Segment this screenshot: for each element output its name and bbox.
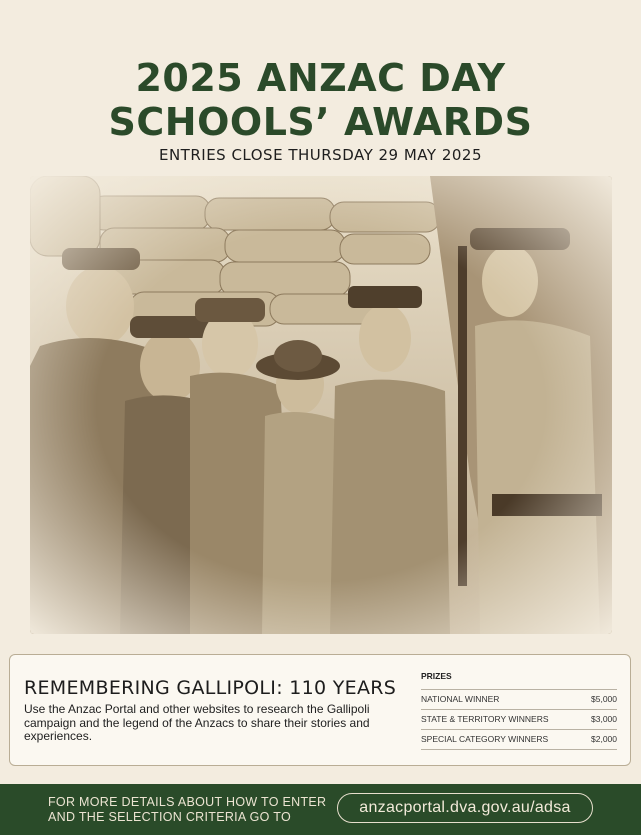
prizes-table: [421, 671, 617, 750]
title-line-1: 2025 ANZAC DAY: [135, 56, 506, 100]
photo-illustration: [30, 176, 612, 634]
prize-name: SPECIAL CATEGORY WINNERS: [421, 734, 549, 744]
prize-amount: $2,000: [591, 734, 617, 744]
prize-amount: $5,000: [591, 694, 617, 704]
info-card: [9, 654, 631, 766]
prize-amount: $3,000: [591, 714, 617, 724]
card-description: Use the Anzac Portal and other websites to research the Gallipoli campaign and the legend of the Anzacs to share their stories and experiences.: [24, 702, 370, 743]
prizes-label: PRIZES: [421, 671, 452, 681]
entries-close-date: ENTRIES CLOSE THURSDAY 29 MAY 2025: [158, 146, 483, 164]
card-heading: REMEMBERING GALLIPOLI: 110 YEARS: [24, 677, 397, 699]
prize-row: [421, 729, 617, 750]
prize-row: [421, 689, 617, 709]
footer-line-2: AND THE SELECTION CRITERIA GO TO: [48, 810, 291, 824]
prize-name: NATIONAL WINNER: [421, 694, 500, 704]
soldiers-in-trench-photo: [30, 176, 612, 634]
prize-row: [421, 709, 617, 729]
prize-name: STATE & TERRITORY WINNERS: [421, 714, 549, 724]
footer-line-1: FOR MORE DETAILS ABOUT HOW TO ENTER: [48, 795, 327, 809]
title-line-2: SCHOOLS’ AWARDS: [108, 100, 533, 144]
poster-title: [0, 56, 641, 144]
footer-bar: [0, 784, 641, 835]
footer-text: [48, 795, 326, 825]
portal-url-link[interactable]: anzacportal.dva.gov.au/adsa: [337, 793, 593, 823]
